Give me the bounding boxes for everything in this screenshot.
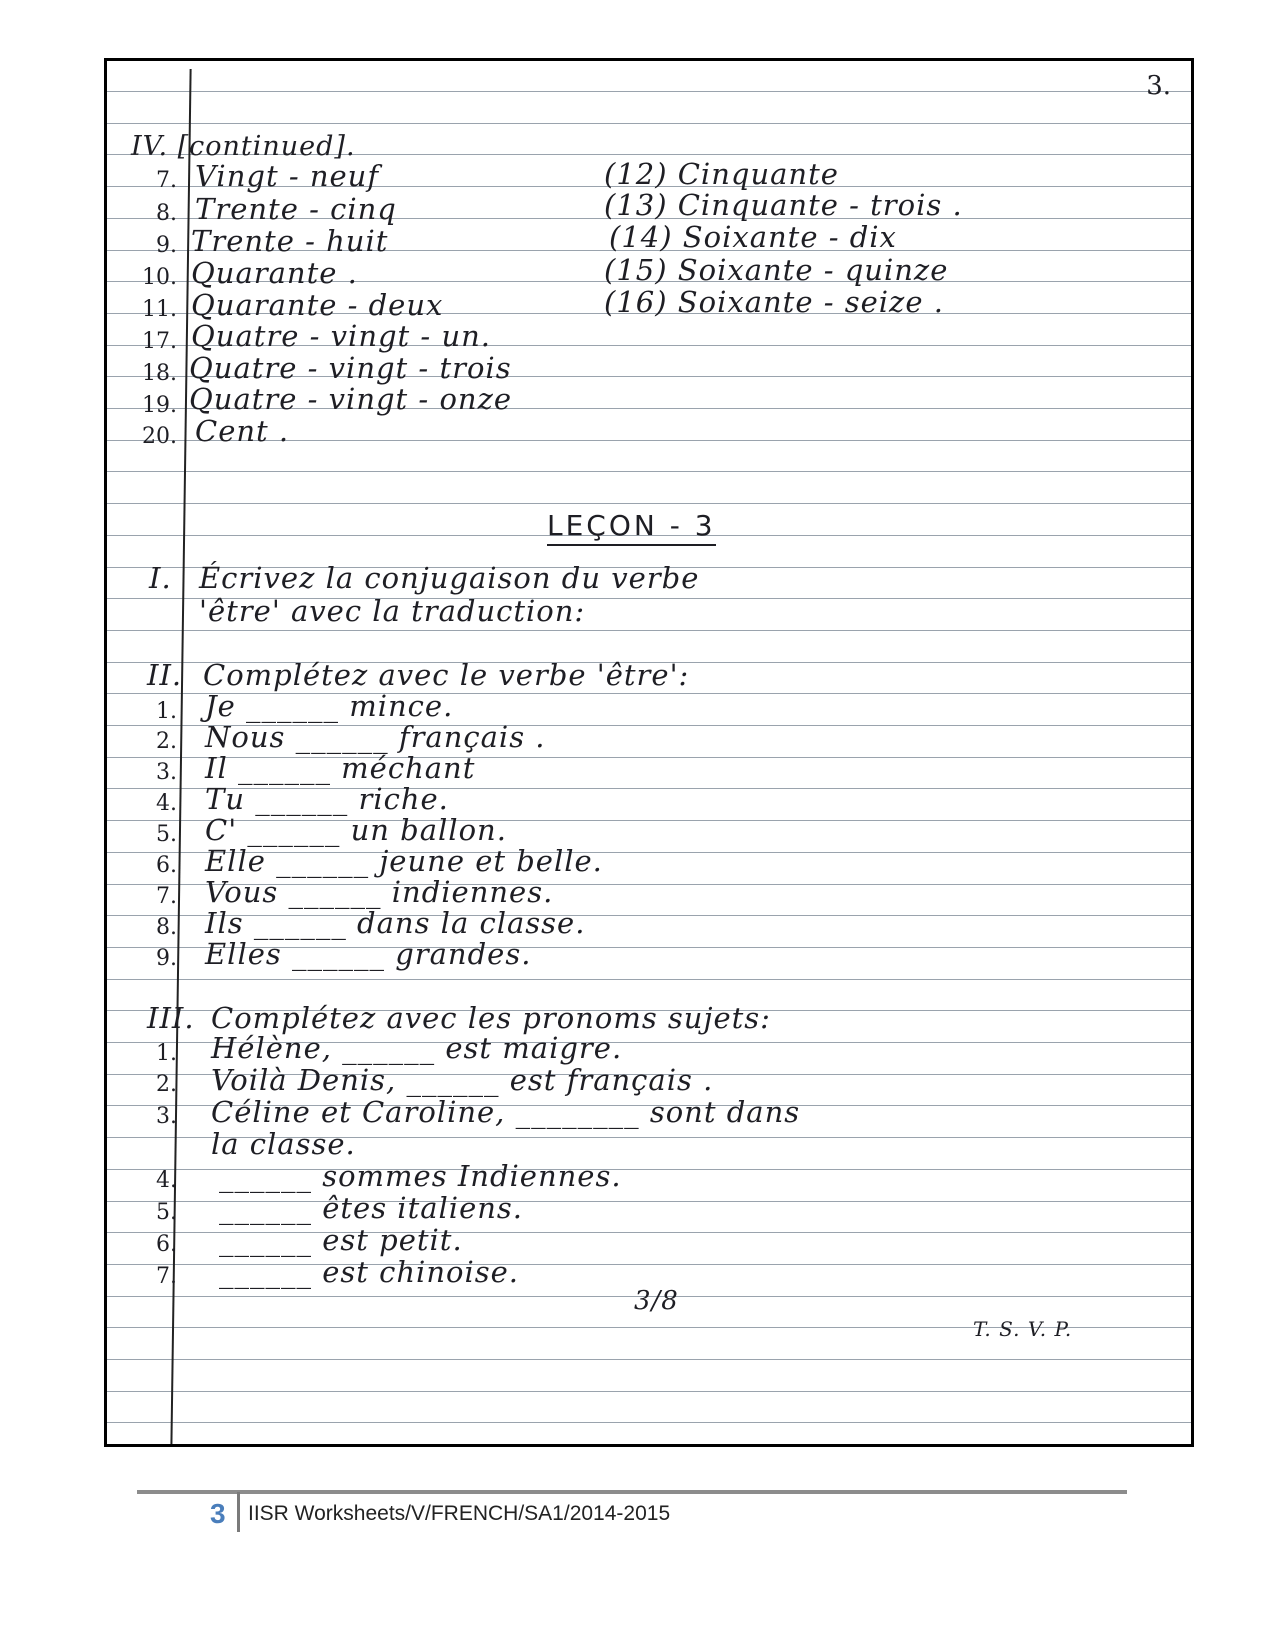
ruled-line — [107, 1422, 1191, 1423]
ruled-line — [107, 1391, 1191, 1392]
section-ii-number: II. — [147, 658, 183, 692]
section-i-line2: 'être' avec la traduction: — [199, 594, 586, 628]
list-item: (15) Soixante - quinze — [604, 253, 949, 287]
list-item: Quarante - deux — [191, 288, 444, 322]
list-item: Quarante . — [191, 256, 358, 290]
list-item: Hélène, ______ est maigre. — [211, 1031, 623, 1065]
list-item: Il ______ méchant — [205, 751, 476, 785]
footer-page-number: 3 — [210, 1498, 226, 1529]
list-item: C' ______ un ballon. — [205, 813, 507, 847]
list-item: Elle ______ jeune et belle. — [205, 844, 603, 878]
ruled-line — [107, 1359, 1191, 1360]
item-number: 8. — [156, 915, 177, 940]
item-number: 7. — [156, 884, 177, 909]
list-item: Cent . — [195, 414, 290, 448]
ruled-line — [107, 630, 1191, 631]
ruled-line — [107, 979, 1191, 980]
list-item: Céline et Caroline, ________ sont dans — [211, 1095, 801, 1129]
footer-separator — [237, 1492, 240, 1532]
item-number: 8. — [156, 201, 177, 226]
list-item: Quatre - vingt - un. — [191, 319, 492, 353]
item-number: 9. — [156, 233, 177, 258]
list-item: la classe. — [211, 1127, 356, 1161]
section-ii-heading: Complétez avec le verbe 'être': — [203, 658, 690, 692]
list-item: (16) Soixante - seize . — [604, 285, 944, 319]
section-iii-heading: Complétez avec les pronoms sujets: — [211, 1001, 771, 1035]
footer-divider — [137, 1490, 1127, 1494]
item-number: 10. — [142, 265, 177, 290]
notebook-page — [104, 58, 1194, 1447]
item-number: 2. — [156, 1072, 177, 1097]
item-number: 11. — [142, 297, 177, 322]
item-number: 6. — [156, 1232, 177, 1257]
item-number: 20. — [142, 424, 177, 449]
item-number: 3. — [156, 1104, 177, 1129]
item-number: 18. — [142, 361, 177, 386]
list-item: Quatre - vingt - onze — [189, 382, 513, 416]
item-number: 4. — [156, 1168, 177, 1193]
list-item: (14) Soixante - dix — [609, 220, 897, 254]
lesson-title: LEÇON - 3 — [547, 509, 716, 546]
list-item: ______ êtes italiens. — [219, 1191, 524, 1225]
list-item: Trente - huit — [191, 224, 389, 258]
item-number: 9. — [156, 946, 177, 971]
list-item: Vingt - neuf — [195, 159, 380, 193]
list-item: Ils ______ dans la classe. — [205, 906, 586, 940]
list-item: (13) Cinquante - trois . — [604, 188, 963, 222]
item-number: 6. — [156, 853, 177, 878]
list-item: ______ sommes Indiennes. — [219, 1159, 622, 1193]
ruled-line — [107, 123, 1191, 124]
item-number: 17. — [142, 329, 177, 354]
marks: 3/8 — [634, 1286, 679, 1316]
tsvp-note: T. S. V. P. — [973, 1317, 1073, 1341]
item-number: 7. — [156, 1264, 177, 1289]
item-number: 5. — [156, 822, 177, 847]
list-item: Tu ______ riche. — [205, 782, 449, 816]
section-i-line1: Écrivez la conjugaison du verbe — [199, 561, 700, 595]
item-number: 1. — [156, 699, 177, 724]
item-number: 1. — [156, 1041, 177, 1066]
item-number: 4. — [156, 791, 177, 816]
item-number: 3. — [156, 760, 177, 785]
list-item: Vous ______ indiennes. — [205, 875, 554, 909]
list-item: ______ est petit. — [219, 1223, 463, 1257]
section-iii-number: III. — [147, 1001, 195, 1035]
item-number: 19. — [142, 393, 177, 418]
list-item: Je ______ mince. — [205, 689, 454, 723]
list-item: Nous ______ français . — [205, 720, 546, 754]
item-number: 5. — [156, 1200, 177, 1225]
footer-label: IISR Worksheets/V/FRENCH/SA1/2014-2015 — [248, 1502, 671, 1525]
list-item: ______ est chinoise. — [219, 1255, 520, 1289]
item-number: 2. — [156, 729, 177, 754]
ruled-line — [107, 91, 1191, 92]
section-iv-heading: IV. [continued]. — [131, 131, 356, 162]
list-item: (12) Cinquante — [604, 157, 839, 191]
ruled-line — [107, 471, 1191, 472]
page-number: 3. — [1146, 71, 1171, 101]
ruled-line — [107, 503, 1191, 504]
list-item: Trente - cinq — [195, 192, 397, 226]
item-number: 7. — [156, 168, 177, 193]
list-item: Elles ______ grandes. — [205, 937, 532, 971]
list-item: Voilà Denis, ______ est français . — [211, 1063, 714, 1097]
list-item: Quatre - vingt - trois — [189, 351, 512, 385]
section-i-number: I. — [149, 561, 172, 595]
